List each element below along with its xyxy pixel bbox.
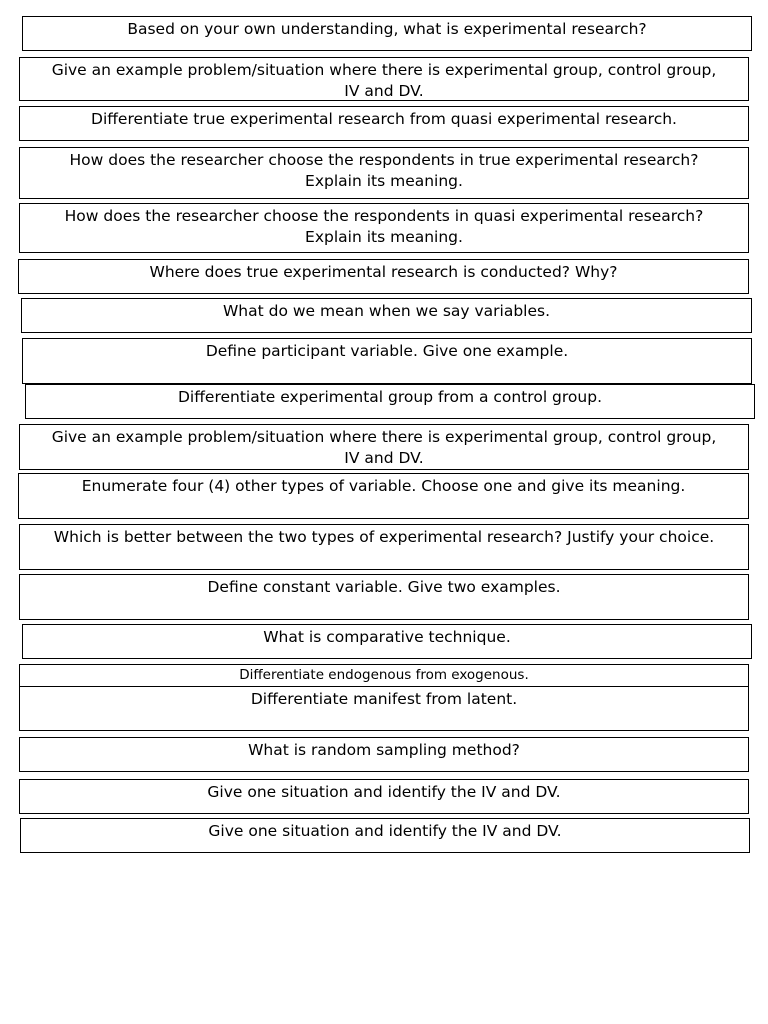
question-card <box>25 384 755 419</box>
question-text: Explain its meaning. <box>305 228 463 246</box>
question-card <box>19 686 749 731</box>
question-text: Explain its meaning. <box>305 172 463 190</box>
question-text: Give one situation and identify the IV and DV. <box>208 822 562 840</box>
question-text: Enumerate four (4) other types of variable. Choose one and give its meaning. <box>81 477 686 495</box>
question-text: What is random sampling method? <box>248 741 520 759</box>
question-text: IV and DV. <box>344 82 424 100</box>
question-text: Differentiate endogenous from exogenous. <box>239 667 529 683</box>
question-card <box>19 664 749 687</box>
question-text: Define constant variable. Give two examples. <box>207 578 561 596</box>
question-card <box>18 473 749 519</box>
question-text: Based on your own understanding, what is experimental research? <box>127 20 647 38</box>
question-card <box>22 338 752 384</box>
question-card <box>19 779 749 814</box>
question-text: What is comparative technique. <box>263 628 511 646</box>
question-card <box>20 818 750 853</box>
question-text: Give an example problem/situation where there is experimental group, control group, <box>51 428 717 446</box>
question-text: Where does true experimental research is conducted? Why? <box>149 263 618 281</box>
question-card <box>19 524 749 570</box>
question-card <box>22 16 752 51</box>
question-text: What do we mean when we say variables. <box>222 302 551 320</box>
question-text: Define participant variable. Give one example. <box>205 342 569 360</box>
question-card <box>19 106 749 141</box>
question-card <box>19 147 749 199</box>
question-text: Which is better between the two types of experimental research? Justify your choice. <box>53 528 715 546</box>
question-text: IV and DV. <box>344 449 424 467</box>
question-text: How does the researcher choose the respondents in true experimental research? <box>69 151 699 169</box>
question-card <box>21 298 752 333</box>
question-text: Give an example problem/situation where there is experimental group, control group, <box>51 61 717 79</box>
question-text: Differentiate manifest from latent. <box>250 690 518 708</box>
question-card <box>19 737 749 772</box>
question-card <box>22 624 752 659</box>
question-text: Give one situation and identify the IV and DV. <box>207 783 561 801</box>
question-text: Differentiate experimental group from a control group. <box>178 388 602 406</box>
question-card <box>19 424 749 470</box>
question-text: Differentiate true experimental research from quasi experimental research. <box>91 110 677 128</box>
question-card <box>19 574 749 620</box>
question-text: How does the researcher choose the respondents in quasi experimental research? <box>64 207 704 225</box>
question-card <box>19 203 749 253</box>
question-card <box>19 57 749 101</box>
question-card <box>18 259 749 294</box>
